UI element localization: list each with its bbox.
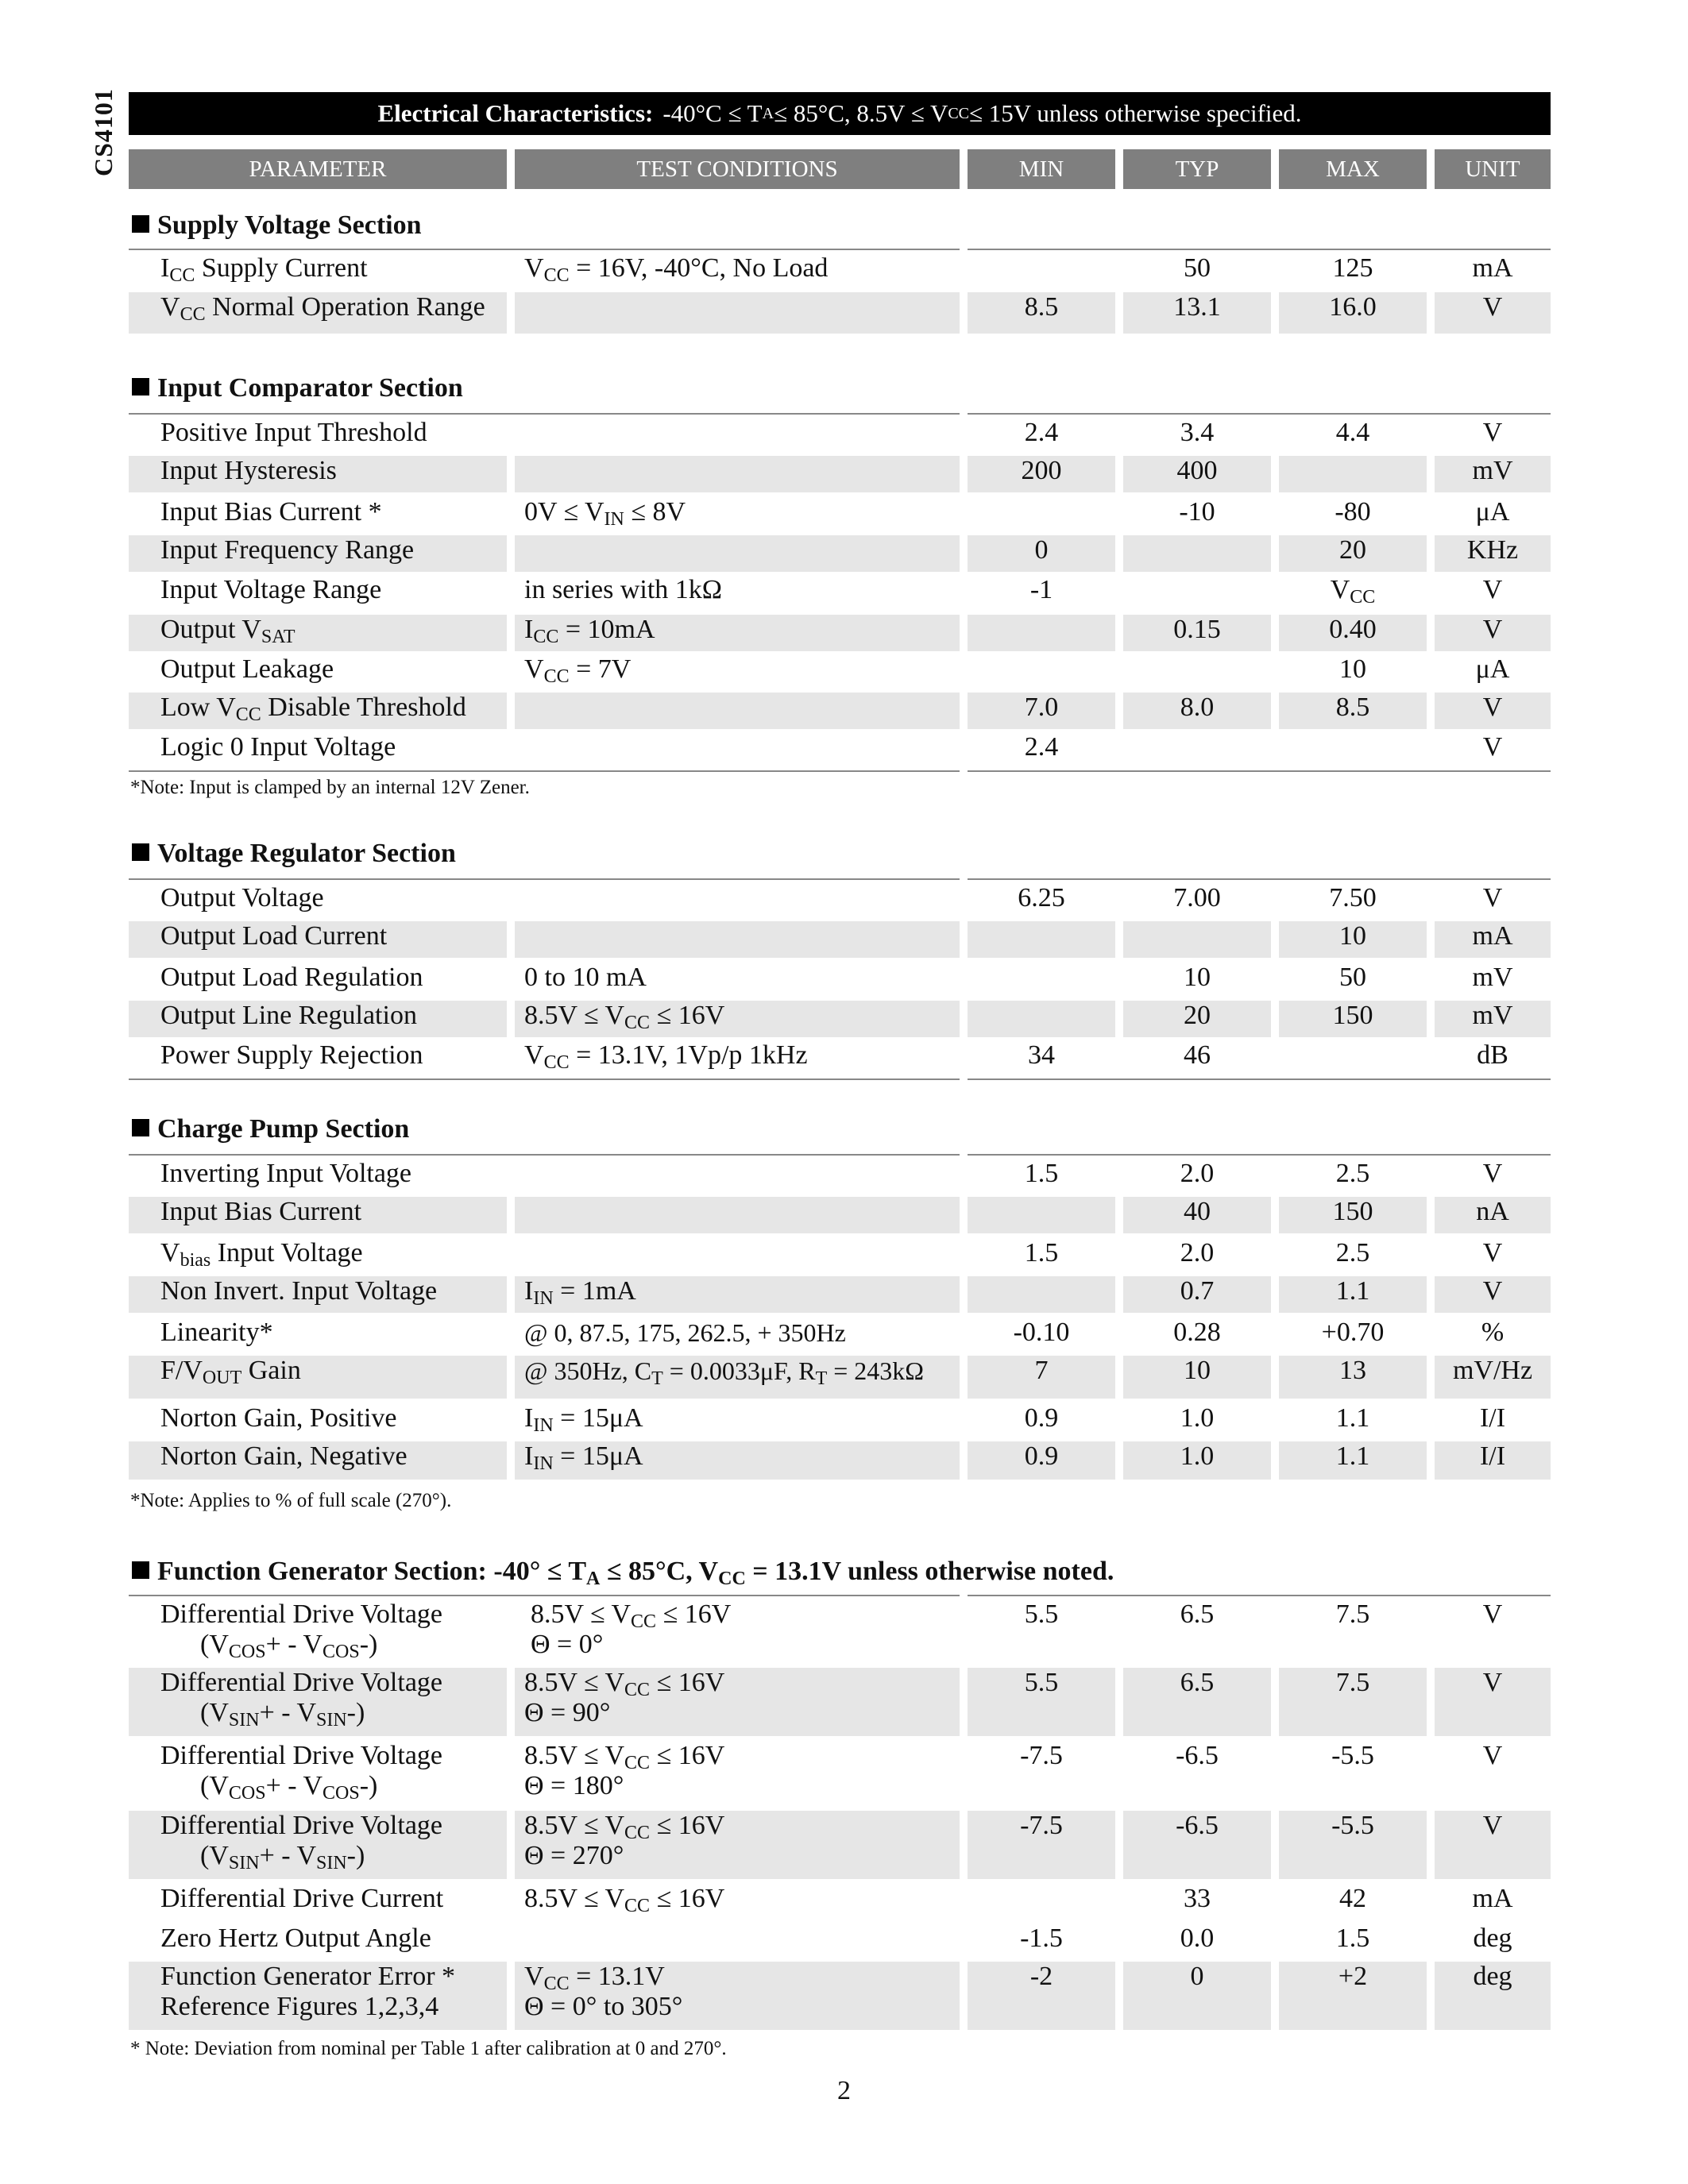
unit-cell: nA [1435, 1197, 1551, 1233]
typ-cell: 0.0 [1180, 1924, 1215, 1953]
section-rule [968, 1078, 1551, 1080]
condition-cell [515, 535, 960, 572]
section-title-comparator: Input Comparator Section [132, 373, 463, 403]
unit-cell: μA [1475, 497, 1510, 527]
param-cell: $V_{CC}$ Normal Operation Range [129, 292, 507, 334]
condition-cell: $8.5V \le V_{CC} \le 16V$ Θ = 180° [524, 1741, 725, 1800]
section-title-supply: Supply Voltage Section [132, 210, 422, 241]
min-cell [968, 615, 1115, 651]
part-number-label: CS4101 [89, 88, 118, 176]
min-cell: 0.9 [968, 1441, 1115, 1480]
condition-cell: $8.5V \le V_{CC} \le 16V$ Θ = 90° [515, 1668, 960, 1736]
condition-cell: $0V \le V_{IN} \le 8V$ [524, 497, 686, 530]
param-cell: Output Line Regulation [129, 1001, 507, 1037]
condition-cell: $V_{CC} = 13.1V$, 1Vp/p 1kHz [524, 1040, 808, 1073]
condition-cell [515, 292, 960, 334]
param-cell: Differential Drive Current [160, 1884, 444, 1913]
param-cell: $I_{CC}$ Supply Current [160, 253, 368, 286]
max-cell: 150 [1279, 1001, 1427, 1037]
section-rule [129, 1154, 960, 1156]
condition-cell: $I_{IN} = 15\mu A$ [524, 1403, 643, 1436]
max-cell: -5.5 [1331, 1741, 1374, 1770]
param-cell: $F/V_{OUT}$ Gain [129, 1356, 507, 1399]
param-cell: Differential Drive Voltage $(V_{SIN}+ - V_{SIN}-)$ [129, 1811, 507, 1879]
unit-cell: KHz [1435, 535, 1551, 572]
typ-cell: -10 [1179, 497, 1215, 527]
min-cell: 5.5 [1024, 1599, 1059, 1629]
typ-cell: 1.0 [1123, 1441, 1271, 1480]
unit-cell: V [1435, 615, 1551, 651]
typ-cell: 0.28 [1173, 1318, 1221, 1347]
min-cell: -7.5 [1020, 1741, 1063, 1770]
typ-cell: 6.5 [1123, 1668, 1271, 1736]
param-cell: Input Bias Current * [160, 497, 382, 527]
typ-cell: 40 [1123, 1197, 1271, 1233]
unit-cell: V [1435, 292, 1551, 334]
max-cell: 7.50 [1329, 883, 1377, 913]
condition-cell [515, 1197, 960, 1233]
max-cell: 42 [1339, 1884, 1366, 1913]
unit-cell: V [1435, 1668, 1551, 1736]
table-title: Electrical Characteristics: -40°C ≤ T A ≤ 85°C, 8.5V ≤ V CC ≤ 15V unless otherwise specified. [129, 92, 1551, 135]
max-cell: 125 [1332, 253, 1373, 283]
unit-cell: V [1482, 883, 1503, 913]
typ-cell: 400 [1123, 456, 1271, 492]
section-title-pump: Charge Pump Section [132, 1114, 409, 1144]
header-parameter: PARAMETER [129, 149, 507, 189]
condition-cell: $8.5V \le V_{CC} \le 16V$ Θ = 0° [531, 1599, 732, 1659]
section-rule [129, 878, 960, 880]
max-cell [1279, 456, 1427, 492]
unit-cell: I/I [1479, 1403, 1506, 1433]
param-cell: Logic 0 Input Voltage [160, 732, 396, 762]
condition-cell: $8.5V \le V_{CC} \le 16V$ [515, 1001, 960, 1037]
typ-cell [1123, 921, 1271, 958]
max-cell: 16.0 [1279, 292, 1427, 334]
param-cell: Norton Gain, Negative [129, 1441, 507, 1480]
max-cell: 50 [1339, 963, 1366, 992]
max-cell: 20 [1279, 535, 1427, 572]
max-cell: 7.5 [1279, 1668, 1427, 1736]
param-cell: Low $V_{CC}$ Disable Threshold [129, 693, 507, 729]
unit-cell: mA [1472, 253, 1513, 283]
header-typ: TYP [1123, 149, 1271, 189]
typ-cell: 1.0 [1180, 1403, 1215, 1433]
unit-cell: I/I [1435, 1441, 1551, 1480]
min-cell: 0.9 [1024, 1403, 1059, 1433]
max-cell: 7.5 [1335, 1599, 1370, 1629]
min-cell: -0.10 [1013, 1318, 1070, 1347]
typ-cell: 8.0 [1123, 693, 1271, 729]
min-cell [968, 1001, 1115, 1037]
min-cell: 0 [968, 535, 1115, 572]
unit-cell: V [1482, 418, 1503, 447]
condition-cell [515, 921, 960, 958]
unit-cell: dB [1477, 1040, 1508, 1070]
min-cell: 6.25 [1018, 883, 1065, 913]
condition-cell: in series with 1kΩ [524, 575, 723, 604]
condition-cell: @ 350Hz, $C_T = 0.0033\mu F$, $R_T = 243k\Omega$ [515, 1356, 960, 1399]
unit-cell: V [1482, 1238, 1503, 1268]
param-cell: Power Supply Rejection [160, 1040, 423, 1070]
typ-cell: 33 [1184, 1884, 1211, 1913]
section-rule [968, 1595, 1551, 1596]
param-cell: Inverting Input Voltage [160, 1159, 412, 1188]
section-rule [129, 770, 960, 772]
param-cell: Output Load Regulation [160, 963, 423, 992]
page-number: 2 [837, 2076, 851, 2105]
max-cell: 0.40 [1279, 615, 1427, 651]
max-cell: +2 [1279, 1962, 1427, 2030]
max-cell: 150 [1279, 1197, 1427, 1233]
unit-cell: deg [1473, 1924, 1512, 1953]
param-cell: Function Generator Error * Reference Figures 1,2,3,4 [129, 1962, 507, 2030]
condition-cell: 0 to 10 mA [524, 963, 647, 992]
section-rule [129, 413, 960, 415]
typ-cell: 3.4 [1180, 418, 1215, 447]
condition-cell: $8.5V \le V_{CC} \le 16V$ [524, 1884, 725, 1916]
min-cell: -1 [1029, 575, 1053, 604]
unit-cell: mV [1472, 963, 1513, 992]
section-rule [129, 249, 960, 250]
min-cell: 7 [968, 1356, 1115, 1399]
typ-cell: 0 [1123, 1962, 1271, 2030]
condition-cell: $I_{IN} = 1mA$ [515, 1276, 960, 1313]
param-cell: Differential Drive Voltage $(V_{SIN}+ - V_{SIN}-)$ [129, 1668, 507, 1736]
typ-cell: 10 [1123, 1356, 1271, 1399]
condition-cell: @ 0, 87.5, 175, 262.5, + 350Hz [524, 1318, 846, 1347]
typ-cell: 13.1 [1123, 292, 1271, 334]
section-rule [968, 249, 1551, 250]
min-cell: 7.0 [968, 693, 1115, 729]
typ-cell: 0.7 [1123, 1276, 1271, 1313]
param-cell: Non Invert. Input Voltage [129, 1276, 507, 1313]
unit-cell: V [1435, 1276, 1551, 1313]
unit-cell: V [1482, 1599, 1503, 1629]
max-cell: +0.70 [1321, 1318, 1385, 1347]
header-test-conditions: TEST CONDITIONS [515, 149, 960, 189]
min-cell: 1.5 [1024, 1238, 1059, 1268]
typ-cell [1123, 535, 1271, 572]
footnote: *Note: Input is clamped by an internal 12V Zener. [130, 777, 530, 798]
condition-cell: $I_{CC} = 10mA$ [515, 615, 960, 651]
max-cell: 10 [1279, 921, 1427, 958]
param-cell: Output Load Current [129, 921, 507, 958]
unit-cell: V [1482, 1741, 1503, 1770]
max-cell: 8.5 [1279, 693, 1427, 729]
condition-cell: $8.5V \le V_{CC} \le 16V$ Θ = 270° [515, 1811, 960, 1879]
param-cell: Input Hysteresis [129, 456, 507, 492]
unit-cell: V [1435, 1811, 1551, 1879]
min-cell: -7.5 [968, 1811, 1115, 1879]
unit-cell: mV [1435, 456, 1551, 492]
param-cell: Norton Gain, Positive [160, 1403, 397, 1433]
unit-cell: % [1481, 1318, 1505, 1347]
condition-cell: $V_{CC} = 16V$, -40°C, No Load [524, 253, 829, 286]
typ-cell: 6.5 [1180, 1599, 1215, 1629]
unit-cell: V [1482, 732, 1503, 762]
max-cell: 4.4 [1335, 418, 1370, 447]
header-unit: UNIT [1435, 149, 1551, 189]
max-cell: -5.5 [1279, 1811, 1427, 1879]
typ-cell: 46 [1184, 1040, 1211, 1070]
max-cell: 13 [1279, 1356, 1427, 1399]
min-cell [968, 921, 1115, 958]
unit-cell: V [1435, 693, 1551, 729]
min-cell: 8.5 [968, 292, 1115, 334]
unit-cell: V [1482, 1159, 1503, 1188]
min-cell: 5.5 [968, 1668, 1115, 1736]
min-cell: -2 [968, 1962, 1115, 2030]
min-cell: -1.5 [1020, 1924, 1063, 1953]
section-title-regulator: Voltage Regulator Section [132, 839, 456, 869]
unit-cell: mV/Hz [1435, 1356, 1551, 1399]
max-cell: 1.1 [1335, 1403, 1370, 1433]
header-max: MAX [1279, 149, 1427, 189]
condition-cell [515, 456, 960, 492]
max-cell: 10 [1339, 654, 1366, 684]
footnote: *Note: Applies to % of full scale (270°). [130, 1490, 452, 1511]
condition-cell: $I_{IN} = 15\mu A$ [515, 1441, 960, 1480]
param-cell: Input Frequency Range [129, 535, 507, 572]
param-cell: Output Voltage [160, 883, 324, 913]
typ-cell: 20 [1123, 1001, 1271, 1037]
typ-cell: 10 [1184, 963, 1211, 992]
unit-cell: mV [1435, 1001, 1551, 1037]
param-cell: Input Voltage Range [160, 575, 382, 604]
param-cell: Linearity* [160, 1318, 273, 1347]
typ-cell: 0.15 [1123, 615, 1271, 651]
condition-cell: $V_{CC} = 7V$ [524, 654, 632, 687]
param-cell: Differential Drive Voltage $(V_{COS}+ - V_{COS}-)$ [160, 1741, 443, 1804]
typ-cell: 50 [1184, 253, 1211, 283]
max-cell: $V_{CC}$ [1330, 575, 1376, 608]
min-cell: 2.4 [1024, 732, 1059, 762]
section-rule [129, 1595, 960, 1596]
param-cell: Zero Hertz Output Angle [160, 1924, 431, 1953]
max-cell: 2.5 [1335, 1238, 1370, 1268]
max-cell: 1.1 [1279, 1276, 1427, 1313]
condition-cell [515, 693, 960, 729]
header-min: MIN [968, 149, 1115, 189]
min-cell: 2.4 [1024, 418, 1059, 447]
typ-cell: 2.0 [1180, 1238, 1215, 1268]
unit-cell: μA [1475, 654, 1510, 684]
section-rule [129, 1078, 960, 1080]
unit-cell: deg [1435, 1962, 1551, 2030]
min-cell: 200 [968, 456, 1115, 492]
min-cell: 34 [1028, 1040, 1055, 1070]
max-cell: 2.5 [1335, 1159, 1370, 1188]
unit-cell: V [1482, 575, 1503, 604]
section-rule [968, 413, 1551, 415]
min-cell [968, 1276, 1115, 1313]
condition-cell: $V_{CC} = 13.1V$ Θ = 0° to 305° [515, 1962, 960, 2030]
footnote: * Note: Deviation from nominal per Table 1 after calibration at 0 and 270°. [130, 2038, 727, 2059]
min-cell: 1.5 [1024, 1159, 1059, 1188]
param-cell: Output $V_{SAT}$ [129, 615, 507, 651]
param-cell: Positive Input Threshold [160, 418, 427, 447]
unit-cell: mA [1435, 921, 1551, 958]
section-rule [968, 878, 1551, 880]
section-title-function: Function Generator Section: $-40^\circ \le T_A \le 85^\circ C$, $V_{CC} = 13.1V$ unless otherwise noted. [132, 1557, 1114, 1587]
typ-cell: 7.00 [1173, 883, 1221, 913]
typ-cell: 2.0 [1180, 1159, 1215, 1188]
typ-cell: -6.5 [1123, 1811, 1271, 1879]
max-cell: 1.1 [1279, 1441, 1427, 1480]
section-rule [968, 770, 1551, 772]
max-cell: 1.5 [1335, 1924, 1370, 1953]
param-cell: Differential Drive Voltage $(V_{COS}+ - V_{COS}-)$ [160, 1599, 443, 1662]
min-cell [968, 1197, 1115, 1233]
section-rule [968, 1154, 1551, 1156]
param-cell: Output Leakage [160, 654, 334, 684]
typ-cell: -6.5 [1176, 1741, 1219, 1770]
param-cell: Input Bias Current [129, 1197, 507, 1233]
param-cell: $V_{bias}$ Input Voltage [160, 1238, 363, 1271]
unit-cell: mA [1472, 1884, 1513, 1913]
max-cell: -80 [1335, 497, 1371, 527]
